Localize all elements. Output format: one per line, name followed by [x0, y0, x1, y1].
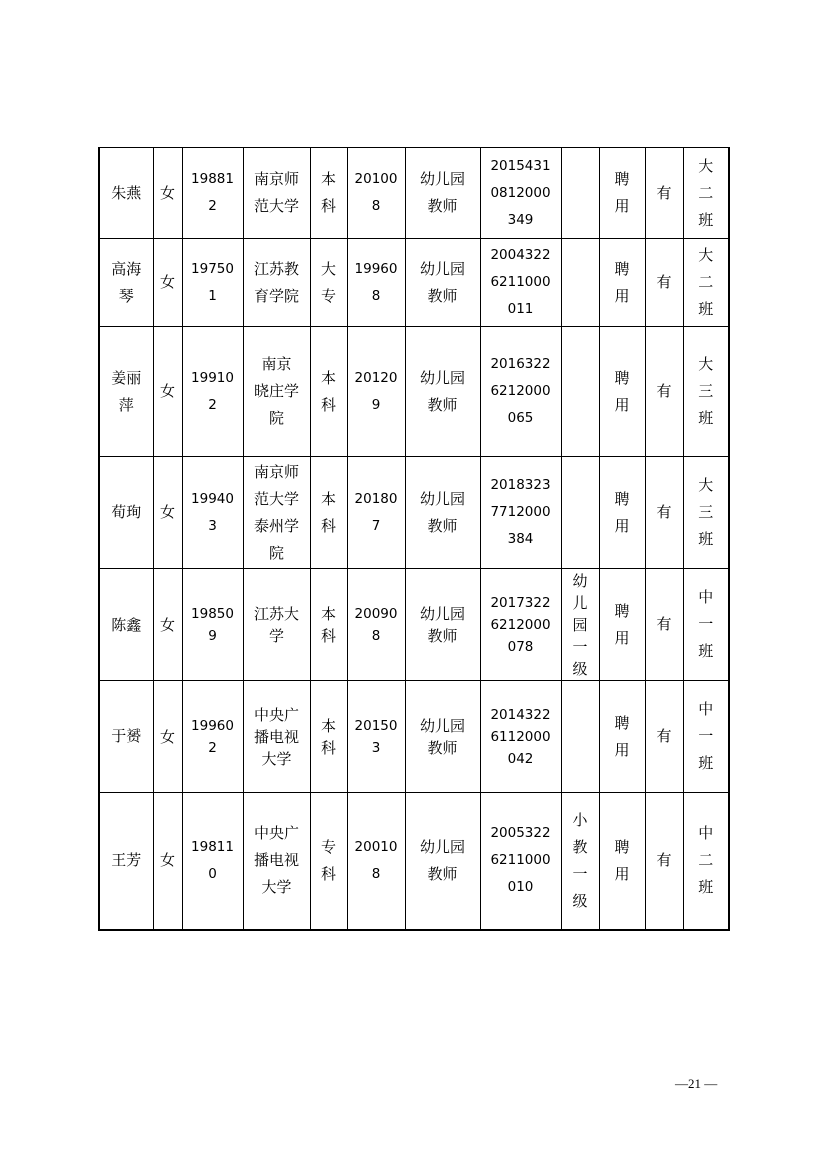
name-cell: 王芳 [99, 793, 153, 930]
cert-number-cell: 2015431 0812000 349 [480, 148, 561, 239]
post-cell: 幼儿园 教师 [405, 681, 480, 793]
certificate-cell: 有 [645, 239, 683, 327]
birth-cell: 19910 2 [182, 327, 243, 457]
school-cell: 中央广 播电视 大学 [243, 681, 310, 793]
cert-number-cell: 2018323 7712000 384 [480, 457, 561, 569]
cert-number-cell: 2004322 6211000 011 [480, 239, 561, 327]
title-cell [561, 457, 599, 569]
name-cell: 高海 琴 [99, 239, 153, 327]
table-row [99, 239, 729, 327]
work-start-cell: 20120 9 [347, 327, 405, 457]
table-row [99, 793, 729, 930]
employment-cell: 聘 用 [599, 239, 645, 327]
degree-cell: 本 科 [310, 457, 347, 569]
class-cell: 大 三 班 [683, 457, 729, 569]
table-row [99, 327, 729, 457]
work-start-cell: 20150 3 [347, 681, 405, 793]
birth-cell: 19960 2 [182, 681, 243, 793]
title-cell [561, 681, 599, 793]
class-cell: 大 三 班 [683, 327, 729, 457]
post-cell: 幼儿园 教师 [405, 327, 480, 457]
name-cell: 姜丽 萍 [99, 327, 153, 457]
title-cell [561, 239, 599, 327]
class-cell: 大 二 班 [683, 239, 729, 327]
employment-cell: 聘 用 [599, 148, 645, 239]
work-start-cell: 19960 8 [347, 239, 405, 327]
cert-number-cell: 2005322 6211000 010 [480, 793, 561, 930]
gender-cell: 女 [153, 793, 182, 930]
class-cell: 大 二 班 [683, 148, 729, 239]
birth-cell: 19750 1 [182, 239, 243, 327]
table-row [99, 457, 729, 569]
degree-cell: 专 科 [310, 793, 347, 930]
gender-cell: 女 [153, 457, 182, 569]
birth-cell: 19811 0 [182, 793, 243, 930]
gender-cell: 女 [153, 681, 182, 793]
employment-cell: 聘 用 [599, 327, 645, 457]
table-row [99, 681, 729, 793]
degree-cell: 本 科 [310, 148, 347, 239]
class-cell: 中 二 班 [683, 793, 729, 930]
title-cell: 小 教 一 级 [561, 793, 599, 930]
work-start-cell: 20010 8 [347, 793, 405, 930]
certificate-cell: 有 [645, 569, 683, 681]
employment-cell: 聘 用 [599, 457, 645, 569]
name-cell: 陈鑫 [99, 569, 153, 681]
cert-number-cell: 2016322 6212000 065 [480, 327, 561, 457]
work-start-cell: 20090 8 [347, 569, 405, 681]
school-cell: 中央广 播电视 大学 [243, 793, 310, 930]
post-cell: 幼儿园 教师 [405, 569, 480, 681]
work-start-cell: 20100 8 [347, 148, 405, 239]
birth-cell: 19940 3 [182, 457, 243, 569]
degree-cell: 本 科 [310, 327, 347, 457]
staff-table [98, 147, 730, 931]
employment-cell: 聘 用 [599, 569, 645, 681]
name-cell: 朱燕 [99, 148, 153, 239]
birth-cell: 19850 9 [182, 569, 243, 681]
degree-cell: 本 科 [310, 681, 347, 793]
name-cell: 荀珣 [99, 457, 153, 569]
work-start-cell: 20180 7 [347, 457, 405, 569]
gender-cell: 女 [153, 148, 182, 239]
table-row [99, 148, 729, 239]
title-cell [561, 148, 599, 239]
cert-number-cell: 2017322 6212000 078 [480, 569, 561, 681]
post-cell: 幼儿园 教师 [405, 457, 480, 569]
title-cell [561, 327, 599, 457]
name-cell: 于赟 [99, 681, 153, 793]
school-cell: 南京师 范大学 [243, 148, 310, 239]
birth-cell: 19881 2 [182, 148, 243, 239]
gender-cell: 女 [153, 239, 182, 327]
table-row [99, 569, 729, 681]
school-cell: 南京师 范大学 泰州学 院 [243, 457, 310, 569]
degree-cell: 本 科 [310, 569, 347, 681]
employment-cell: 聘 用 [599, 681, 645, 793]
post-cell: 幼儿园 教师 [405, 148, 480, 239]
certificate-cell: 有 [645, 327, 683, 457]
gender-cell: 女 [153, 327, 182, 457]
class-cell: 中 一 班 [683, 681, 729, 793]
degree-cell: 大 专 [310, 239, 347, 327]
title-cell: 幼 儿 园 一 级 [561, 569, 599, 681]
post-cell: 幼儿园 教师 [405, 793, 480, 930]
class-cell: 中 一 班 [683, 569, 729, 681]
employment-cell: 聘 用 [599, 793, 645, 930]
certificate-cell: 有 [645, 457, 683, 569]
page-number: —21 — [675, 1076, 718, 1091]
school-cell: 江苏大 学 [243, 569, 310, 681]
school-cell: 南京 晓庄学 院 [243, 327, 310, 457]
gender-cell: 女 [153, 569, 182, 681]
cert-number-cell: 2014322 6112000 042 [480, 681, 561, 793]
post-cell: 幼儿园 教师 [405, 239, 480, 327]
certificate-cell: 有 [645, 148, 683, 239]
school-cell: 江苏教 育学院 [243, 239, 310, 327]
certificate-cell: 有 [645, 793, 683, 930]
certificate-cell: 有 [645, 681, 683, 793]
